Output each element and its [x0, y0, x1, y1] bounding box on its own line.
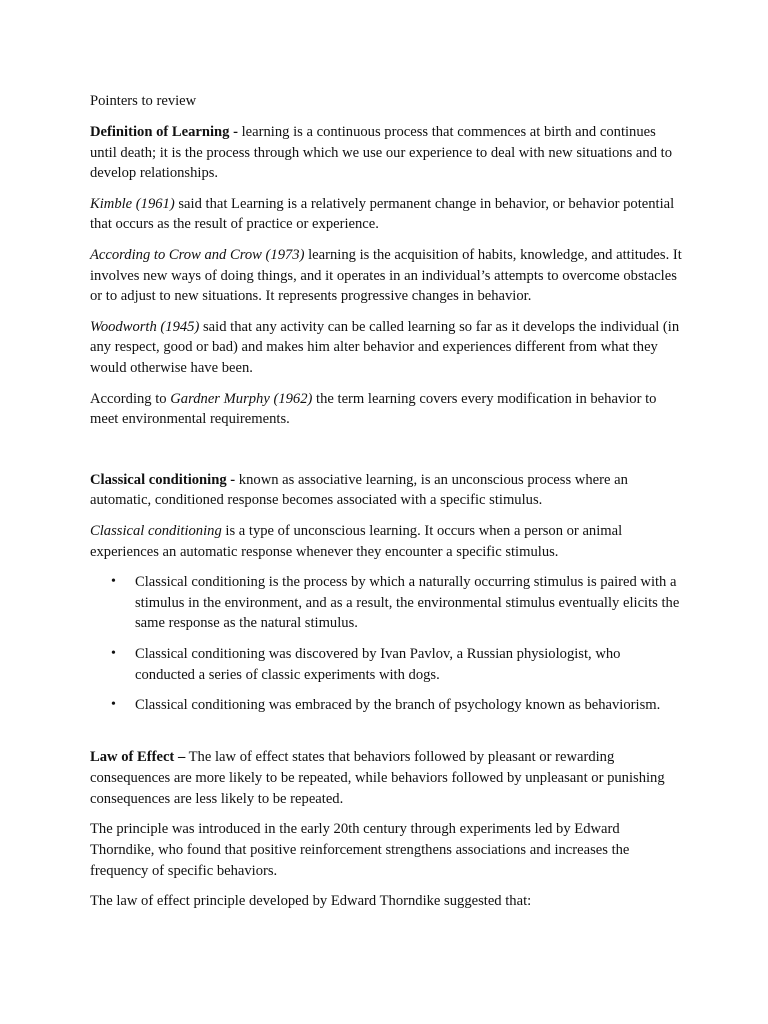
kimble-citation: Kimble (1961): [90, 195, 175, 212]
bullet-icon: •: [111, 645, 116, 661]
section-spacer: [90, 440, 682, 470]
bullet-icon: •: [111, 696, 116, 712]
document-page: [90, 91, 682, 921]
kimble-paragraph: [90, 194, 682, 236]
murphy-prefix: According to: [90, 390, 171, 407]
classical-type-citation: Classical conditioning: [90, 522, 222, 539]
classical-paragraph: [90, 470, 682, 512]
definition-paragraph: [90, 122, 682, 184]
list-item-text: Classical conditioning was embraced by the branch of psychology known as behaviorism.: [135, 696, 661, 713]
list-item-text: Classical conditioning was discovered by Ivan Pavlov, a Russian physiologist, who conducted a series of classic experiments with dogs.: [135, 645, 621, 683]
murphy-citation: Gardner Murphy (1962): [170, 390, 313, 407]
classical-term: Classical conditioning -: [90, 471, 236, 488]
crow-text: learning is the acquisition of habits, knowledge, and attitudes. It involves new ways of doing things, and it operates in an individual’s attempts to overcome obstacles or to adjust to new situations. It represents progressive changes in behavior.: [90, 246, 682, 305]
list-item-text: Classical conditioning is the process by which a naturally occurring stimulus is paired with a stimulus in the environment, and as a result, the environmental stimulus eventually elicits the same response as the natural stimulus.: [135, 573, 680, 632]
woodworth-paragraph: [90, 317, 682, 379]
bullet-icon: •: [111, 573, 116, 589]
principle-paragraph: The principle was introduced in the early 20th century through experiments led by Edward Thorndike, who found that positive reinforcement strengthens associations and increases the frequency of specific behaviors.: [90, 821, 630, 879]
crow-paragraph: [90, 245, 682, 307]
murphy-paragraph: [90, 389, 682, 431]
classical-type-paragraph: [90, 521, 682, 563]
law-paragraph: [90, 747, 682, 809]
classical-type-text: is a type of unconscious learning. It occurs when a person or animal experiences an automatic response whenever they encounter a specific stimulus.: [90, 522, 623, 560]
classical-text: known as associative learning, is an unconscious process where an automatic, conditioned response becomes associated with a specific stimulus.: [90, 471, 628, 509]
classical-bullet-list: [90, 572, 682, 716]
list-item: [90, 695, 682, 716]
woodworth-text: said that any activity can be called learning so far as it develops the individual (in any respect, good or bad) and makes him alter behavior and experiences different from what they would otherwise have been.: [90, 318, 680, 377]
law-term: Law of Effect –: [90, 749, 186, 766]
list-item: [90, 572, 682, 634]
thorndike-paragraph: The law of effect principle developed by Edward Thorndike suggested that:: [90, 892, 532, 909]
law-text: The law of effect states that behaviors followed by pleasant or rewarding consequences are more likely to be repeated, while behaviors followed by unpleasant or punishing consequences are less likely to be repeated.: [90, 749, 665, 807]
page-heading: Pointers to review: [90, 93, 197, 109]
kimble-text: said that Learning is a relatively permanent change in behavior, or behavior potential that occurs as the result of practice or experience.: [90, 195, 675, 233]
murphy-text: the term learning covers every modification in behavior to meet environmental requirements.: [90, 390, 657, 428]
list-item: [90, 644, 682, 686]
section-spacer: [90, 725, 682, 747]
definition-term: Definition of Learning -: [90, 123, 238, 140]
definition-text: learning is a continuous process that commences at birth and continues until death; it is the process through which we use our experience to deal with new situations and to develop relationships.: [90, 123, 672, 182]
woodworth-citation: Woodworth (1945): [90, 318, 200, 335]
crow-citation: According to Crow and Crow (1973): [90, 246, 305, 263]
